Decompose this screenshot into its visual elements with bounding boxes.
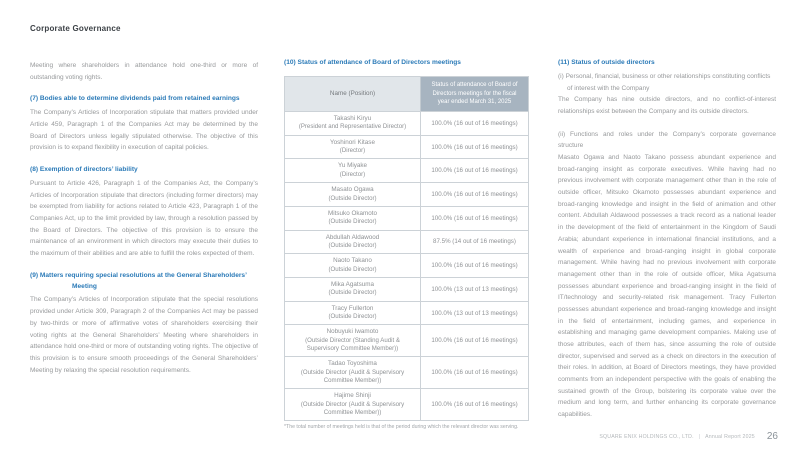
attendance-value-cell: 100.0% (13 out of 13 meetings) (431, 309, 518, 317)
director-name-cell (285, 325, 421, 356)
director-name: Abdullah Aldawood (325, 233, 380, 241)
attendance-value-cell: 100.0% (16 out of 16 meetings) (431, 337, 518, 345)
director-name-cell (285, 278, 421, 301)
director-name: Tadao Toyoshima (328, 360, 377, 368)
director-position: (Outside Director) (328, 218, 377, 226)
table-row (285, 253, 528, 277)
director-name-cell (285, 302, 421, 325)
attendance-value-cell: 87.5% (14 out of 16 meetings) (433, 238, 516, 246)
director-name-cell (285, 254, 421, 277)
director-name: Tracy Fullerton (331, 304, 374, 312)
section-7-body: The Company’s Articles of Incorporation stipulate that matters provided under Article 459, Paragraph 1 of the Companies Act may be determined by the Board of Directors unless legally stipulated otherwise. The objective of this provision is to expand flexibility in execution of capital policies. (30, 109, 258, 152)
footer-company: SQUARE ENIX HOLDINGS CO., LTD. (599, 433, 694, 440)
director-name: Hajime Shinji (334, 392, 371, 400)
director-name-cell (285, 112, 421, 135)
director-position: (Outside Director) (328, 265, 377, 273)
table-footnote: *The total number of meetings held is that of the period during which the relevant director was serving. (284, 424, 519, 431)
director-name: Mika Agatsuma (330, 280, 375, 288)
table-row (285, 356, 528, 388)
footer-page-number: 26 (766, 431, 778, 442)
director-name-cell (285, 389, 421, 420)
director-position: (Director) (339, 147, 366, 155)
director-name: Masato Ogawa (331, 186, 374, 194)
table-row (285, 301, 528, 325)
middle-column (284, 58, 529, 430)
director-name-cell (285, 231, 421, 254)
director-name-cell (285, 357, 421, 388)
section-7-heading: (7) Bodies able to determine dividends paid from retained earnings (30, 95, 240, 103)
intro-paragraph: Meeting where shareholders in attendance hold one-third or more of outstanding voting rights. (30, 62, 258, 81)
page-title: Corporate Governance (30, 24, 121, 33)
director-position: (Outside Director (Standing Audit & Supervisory Committee Member)) (305, 336, 400, 353)
section-10-heading: (10) Status of attendance of Board of Directors meetings (284, 59, 461, 66)
director-position: (Outside Director (Audit & Supervisory Committee Member)) (300, 400, 405, 416)
director-name: Naoto Takano (333, 257, 372, 265)
director-name: Yoshinori Kitase (330, 138, 375, 146)
director-name: Mitsuko Okamoto (328, 209, 377, 217)
director-position: (Outside Director (Audit & Supervisory Committee Member)) (300, 368, 405, 385)
left-column (30, 60, 258, 376)
subsection-ii-heading: (ii) Functions and roles under the Company’s corporate governance structure (558, 130, 776, 150)
director-position: (President and Representative Director) (298, 123, 407, 131)
director-name: Nobuyuki Iwamoto (326, 328, 379, 336)
table-row (285, 388, 528, 420)
attendance-value-cell: 100.0% (16 out of 16 meetings) (431, 143, 518, 151)
page-footer (599, 431, 778, 442)
name-column-header: Name (Position) (285, 77, 421, 111)
subsection-i-body: The Company has nine outside directors, and no conflict-of-interest relationships exist between the Company and its outside directors. (558, 96, 776, 115)
right-column (558, 58, 776, 421)
attendance-value-cell: 100.0% (16 out of 16 meetings) (431, 369, 518, 377)
director-position: (Director) (339, 170, 366, 178)
section-11-heading: (11) Status of outside directors (558, 59, 655, 66)
table-row (285, 324, 528, 356)
director-name-cell (285, 183, 421, 206)
section-9-body: The Company’s Articles of Incorporation stipulate that the special resolutions provided under Article 309, Paragraph 2 of the Companies Act may be passed by two-thirds or more of affirmative votes of shareholders exercising their voting rights at the General Shareholders’ Meeting where shareholders in attendance hold one-third or more of outstanding voting rights. The objective of this provision is to ensure smooth proceedings of the General Shareholders’ Meeting by relaxing the special resolution requirements. (30, 296, 258, 374)
footer-report: Annual Report 2025 (705, 433, 755, 440)
attendance-value-cell: 100.0% (16 out of 16 meetings) (431, 262, 518, 270)
director-position: (Outside Director) (328, 313, 377, 321)
director-name-cell (285, 207, 421, 230)
subsection-ii-body: Masato Ogawa and Naoto Takano possess abundant experience and broad-ranging insight as corporate executives. While having had no previous involvement with corporate management other than in the role of outside officer, Mitsuko Okamoto possesses abundant experience and broad-ranging knowledge and insight in the field of animation and other content. Abdullah Aldawood possesses a track record as a national leader in the development of the field of entertainment in the Kingdom of Saudi Arabia; abundant experience in international financial institutions, and a wealth of experience and broad-ranging insight in global corporate management. While having had no previous involvement with corporate management other than in the role of outside officer, Mika Agatsuma possesses abundant experience and broad-ranging insight in the field of IT/technology and security-related risk management. Tracy Fullerton possesses abundant experience and broad-ranging knowledge and insight in the field of entertainment, including games, and experience in establishing and managing game development companies. Making use of those attributes, each of them has, since assuming the role of outside director, supervised and served as a check on directors in the execution of their roles. In addition, at Board of Directors meetings, they have provided comments from an independent perspective with the goals of enabling the sustained growth of the Group, bolstering its corporate value over the medium and long term, and further enhancing its corporate governance capabilities. (558, 154, 776, 419)
footer-separator: | (698, 433, 701, 440)
attendance-value-cell: 100.0% (16 out of 16 meetings) (431, 167, 518, 175)
attendance-value-cell: 100.0% (16 out of 16 meetings) (431, 190, 518, 198)
attendance-table-header (285, 77, 528, 111)
director-position: (Outside Director) (328, 242, 377, 250)
table-row (285, 135, 528, 159)
table-row (285, 182, 528, 206)
section-9-heading: (9) Matters requiring special resolutions at the General Shareholders’ Meeting (30, 271, 247, 290)
director-name-cell (285, 136, 421, 159)
table-row (285, 111, 528, 135)
director-name-cell (285, 159, 421, 182)
attendance-value-cell: 100.0% (16 out of 16 meetings) (431, 401, 518, 409)
table-row (285, 158, 528, 182)
director-position: (Outside Director) (328, 289, 377, 297)
director-name: Takashi Kiryu (333, 114, 372, 122)
table-row (285, 230, 528, 254)
attendance-column-header: Status of attendance of Board of Directors meetings for the fiscal year ended March 31, 2025 (421, 77, 528, 111)
table-row (285, 206, 528, 230)
table-row (285, 277, 528, 301)
attendance-value-cell: 100.0% (16 out of 16 meetings) (431, 119, 518, 127)
attendance-table (284, 76, 529, 421)
subsection-i-heading: (i) Personal, financial, business or other relationships constituting conflicts of interest with the Company (558, 72, 771, 92)
section-8-heading: (8) Exemption of directors’ liability (30, 166, 138, 173)
section-8-body: Pursuant to Article 426, Paragraph 1 of the Companies Act, the Company’s Articles of Incorporation stipulate that directors (including former directors) may be exempted from liability for actions related to Article 423, Paragraph 1 of the Companies Act, up to the limit provided by law, through a resolution passed by the Board of Directors. The objective of this provision is to ensure the maintenance of an environment in which directors may execute their duties to the maximum of their abilities and are able to fulfill the roles expected of them. (30, 179, 258, 257)
attendance-table-body (285, 111, 528, 420)
attendance-value-cell: 100.0% (13 out of 13 meetings) (431, 285, 518, 293)
director-position: (Outside Director) (328, 194, 377, 202)
director-name: Yu Miyake (337, 162, 368, 170)
attendance-value-cell: 100.0% (16 out of 16 meetings) (431, 214, 518, 222)
